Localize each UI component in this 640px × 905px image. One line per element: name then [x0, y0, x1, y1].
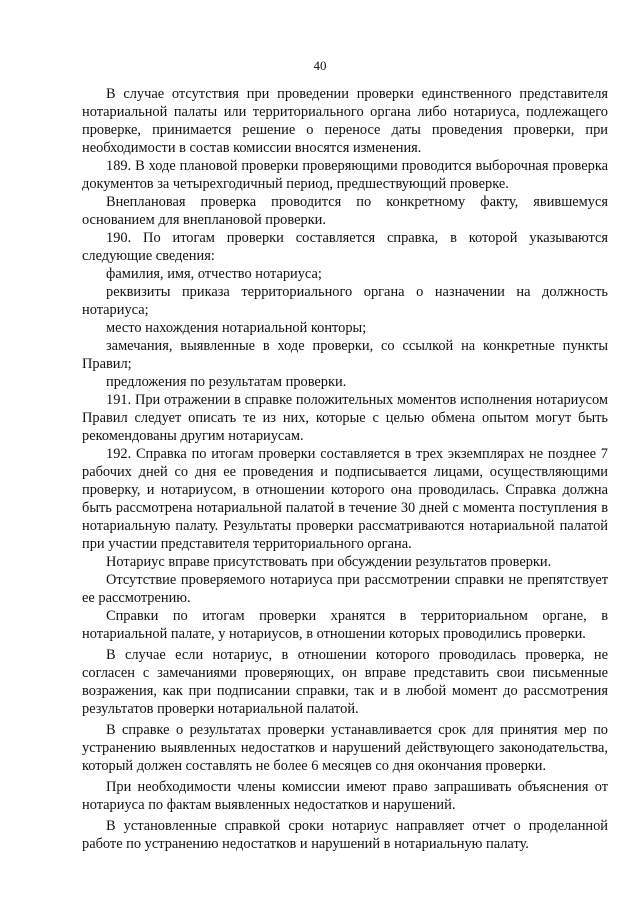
paragraph: 192. Справка по итогам проверки составляется в трех экземплярах не позднее 7 рабочих дней со дня ее проведения и подписывается лицами, осуществляющими проверку, и нотариусом, в отношении которого она проводилась. Справка должна быть рассмотрена нотариальной палатой в течение 30 дней с момента поступления в нотариальную палату. Результаты проверки рассматриваются нотариальной палатой при участии представителя территориального органа. — [82, 446, 608, 552]
paragraph: 191. При отражении в справке положительных моментов исполнения нотариусом Правил следует описать те из них, которые с целью обмена опытом могут быть рекомендованы другим нотариусам. — [82, 392, 608, 444]
list-item: реквизиты приказа территориального органа о назначении на должность нотариуса; — [82, 284, 608, 318]
list-item: фамилия, имя, отчество нотариуса; — [106, 266, 322, 282]
page-number: 40 — [313, 58, 327, 73]
list-item: замечания, выявленные в ходе проверки, со ссылкой на конкретные пункты Правил; — [82, 338, 608, 372]
list-item: место нахождения нотариальной конторы; — [106, 320, 367, 336]
paragraph: При необходимости члены комиссии имеют право запрашивать объяснения от нотариуса по фактам выявленных недостатков и нарушений. — [82, 779, 608, 813]
paragraph: В случае отсутствия при проведении проверки единственного представителя нотариальной палаты или территориального органа либо нотариуса, подлежащего проверке, принимается решение о переносе даты проведения проверки, при необходимости в состав комиссии вносятся изменения. — [82, 86, 608, 156]
paragraph: 189. В ходе плановой проверки проверяющими проводится выборочная проверка документов за четырехгодичный период, предшествующий проверке. — [82, 158, 608, 192]
body-text — [82, 85, 608, 853]
paragraph: Нотариус вправе присутствовать при обсуждении результатов проверки. — [106, 554, 552, 570]
paragraph: Справки по итогам проверки хранятся в территориальном органе, в нотариальной палате, у нотариусов, в отношении которых проводились проверки. — [82, 608, 608, 642]
list-item: предложения по результатам проверки. — [106, 374, 347, 390]
paragraph: В установленные справкой сроки нотариус направляет отчет о проделанной работе по устранению недостатков и нарушений в нотариальную палату. — [82, 818, 608, 852]
paragraph: Отсутствие проверяемого нотариуса при рассмотрении справки не препятствует ее рассмотрению. — [82, 572, 608, 606]
paragraph: 190. По итогам проверки составляется справка, в которой указываются следующие сведения: — [82, 230, 608, 264]
paragraph: В справке о результатах проверки устанавливается срок для принятия мер по устранению выявленных недостатков и нарушений действующего законодательства, который должен составлять не более 6 месяцев со дня окончания проверки. — [82, 722, 608, 774]
paragraph: Внеплановая проверка проводится по конкретному факту, явившемуся основанием для внеплановой проверки. — [82, 194, 608, 228]
paragraph: В случае если нотариус, в отношении которого проводилась проверка, не согласен с замечаниями проверяющих, он вправе представить свои письменные возражения, как при подписании справки, так и в любой момент до рассмотрения результатов проверки нотариальной палатой. — [82, 647, 608, 717]
